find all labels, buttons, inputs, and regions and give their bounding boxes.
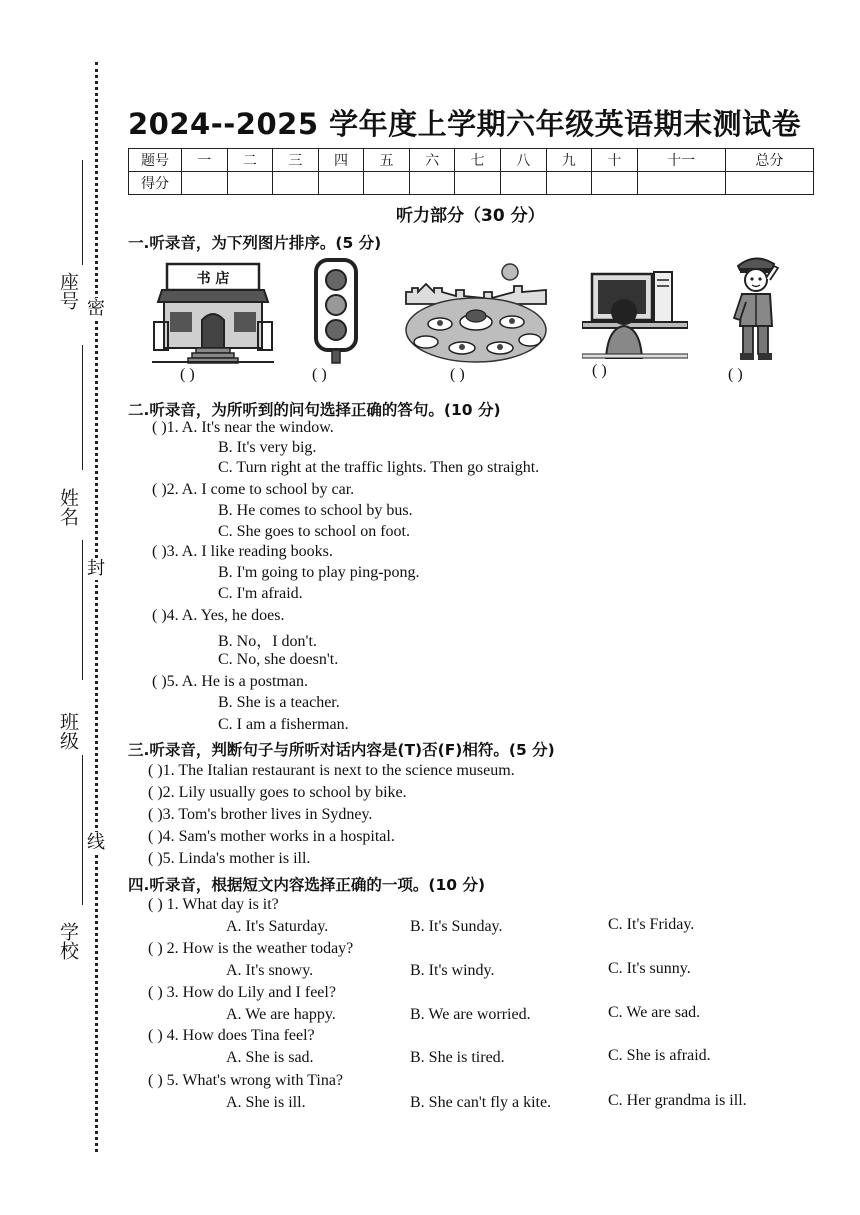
class-field[interactable]: [82, 755, 83, 905]
part2-q5-option-c: C. I am a fisherman.: [218, 716, 349, 733]
score-cell[interactable]: [637, 172, 725, 195]
score-cell[interactable]: [227, 172, 273, 195]
part2-q1-option-b: B. It's very big.: [218, 439, 317, 456]
part2-q3-option-c: C. I'm afraid.: [218, 585, 303, 602]
part4-q1-option-b: B. It's Sunday.: [410, 918, 503, 935]
part4-q1: ( ) 1. What day is it?: [148, 896, 279, 913]
name-label: 姓名: [57, 488, 79, 526]
answer-blank-4[interactable]: ( ): [592, 362, 607, 379]
part4-q5-option-a: A. She is ill.: [226, 1094, 306, 1111]
score-table-score-row: [129, 172, 814, 195]
listening-section-title: 听力部分（30 分）: [396, 206, 545, 226]
part2-q2-option-c: C. She goes to school on foot.: [218, 523, 410, 540]
great-wall-feast-icon: [404, 262, 548, 364]
exam-title: 2024--2025 学年度上学期六年级英语期末测试卷: [128, 107, 802, 141]
part4-heading: 四.听录音，根据短文内容选择正确的一项。(10 分): [128, 876, 486, 894]
part3-heading: 三.听录音，判断句子与所听对话内容是(T)否(F)相符。(5 分): [128, 741, 555, 759]
part1-heading: 一.听录音，为下列图片排序。(5 分): [128, 234, 382, 252]
score-header-cell: 七: [455, 149, 501, 172]
score-cell[interactable]: [364, 172, 410, 195]
part2-q1-option-c: C. Turn right at the traffic lights. Then go straight.: [218, 459, 540, 476]
score-cell[interactable]: [409, 172, 455, 195]
answer-blank-5[interactable]: ( ): [728, 366, 743, 383]
part2-heading: 二.听录音，为所听到的问句选择正确的答句。(10 分): [128, 401, 501, 419]
part3-item-2: ( )2. Lily usually goes to school by bike.: [148, 784, 407, 801]
part3-item-1: ( )1. The Italian restaurant is next to the science museum.: [148, 762, 515, 779]
answer-blank-3[interactable]: ( ): [450, 366, 465, 383]
score-cell[interactable]: [273, 172, 319, 195]
part4-q2: ( ) 2. How is the weather today?: [148, 940, 354, 957]
part4-q2-option-a: A. It's snowy.: [226, 962, 314, 979]
score-header-cell: 四: [318, 149, 364, 172]
part4-q4-option-a: A. She is sad.: [226, 1049, 314, 1066]
seal-feng: 封: [87, 558, 105, 579]
part2-q2: ( )2. A. I come to school by car.: [152, 481, 355, 498]
score-header-cell: 六: [409, 149, 455, 172]
school-label: 学校: [57, 922, 79, 960]
part2-q4: ( )4. A. Yes, he does.: [152, 607, 285, 624]
score-header-cell: 十: [592, 149, 638, 172]
name-field-line-upper: [82, 345, 83, 470]
traffic-lights-icon: [312, 258, 360, 364]
part4-q4-option-c: C. She is afraid.: [608, 1047, 711, 1064]
part4-q5-option-b: B. She can't fly a kite.: [410, 1094, 552, 1111]
score-header-cell: 题号: [129, 149, 182, 172]
part3-item-5: ( )5. Linda's mother is ill.: [148, 850, 311, 867]
seal-xian: 线: [87, 832, 105, 853]
part4-q2-option-c: C. It's sunny.: [608, 960, 691, 977]
part2-q5-option-b: B. She is a teacher.: [218, 694, 340, 711]
score-header-cell: 二: [227, 149, 273, 172]
part3-item-4: ( )4. Sam's mother works in a hospital.: [148, 828, 395, 845]
part3-item-3: ( )3. Tom's brother lives in Sydney.: [148, 806, 373, 823]
bookstore-icon: [152, 262, 274, 364]
part4-q1-option-a: A. It's Saturday.: [226, 918, 329, 935]
part4-q5-option-c: C. Her grandma is ill.: [608, 1092, 747, 1109]
part4-q4: ( ) 4. How does Tina feel?: [148, 1027, 315, 1044]
score-cell[interactable]: [592, 172, 638, 195]
class-label: 班级: [57, 712, 79, 750]
part2-q5: ( )5. A. He is a postman.: [152, 673, 308, 690]
part4-q1-option-c: C. It's Friday.: [608, 916, 695, 933]
score-cell[interactable]: [546, 172, 592, 195]
score-header-cell: 八: [500, 149, 546, 172]
binding-dotted-line: [95, 62, 98, 1152]
score-cell[interactable]: [725, 172, 813, 195]
name-field[interactable]: [82, 540, 83, 680]
score-table-header-row: [129, 149, 814, 172]
part2-q4-option-b: B. No，I don't.: [218, 633, 317, 650]
score-header-cell: 一: [182, 149, 228, 172]
answer-blank-2[interactable]: ( ): [312, 366, 327, 383]
score-cell[interactable]: [182, 172, 228, 195]
part2-q3-option-b: B. I'm going to play ping-pong.: [218, 564, 420, 581]
answer-blank-1[interactable]: ( ): [180, 366, 195, 383]
part2-q2-option-b: B. He comes to school by bus.: [218, 502, 413, 519]
part4-q2-option-b: B. It's windy.: [410, 962, 495, 979]
score-cell[interactable]: [455, 172, 501, 195]
score-header-cell: 五: [364, 149, 410, 172]
part4-q3: ( ) 3. How do Lily and I feel?: [148, 984, 336, 1001]
score-cell[interactable]: [500, 172, 546, 195]
part2-q1: ( )1. A. It's near the window.: [152, 419, 334, 436]
part4-q4-option-b: B. She is tired.: [410, 1049, 505, 1066]
score-header-cell: 三: [273, 149, 319, 172]
part4-q3-option-b: B. We are worried.: [410, 1006, 531, 1023]
seat-label: 座号: [57, 272, 79, 310]
part4-q3-option-c: C. We are sad.: [608, 1004, 701, 1021]
bookstore-sign: 书 店: [196, 271, 230, 287]
part4-q5: ( ) 5. What's wrong with Tina?: [148, 1072, 344, 1089]
seat-field[interactable]: [82, 160, 83, 265]
score-header-cell: 总分: [725, 149, 813, 172]
score-header-cell: 九: [546, 149, 592, 172]
score-table: [128, 148, 814, 195]
score-row-label: 得分: [129, 172, 182, 195]
part2-q4-option-c: C. No, she doesn't.: [218, 651, 339, 668]
girl-at-computer-icon: [582, 270, 688, 360]
seal-mi: 密: [87, 298, 105, 319]
policeman-icon: [730, 250, 780, 362]
score-cell[interactable]: [318, 172, 364, 195]
part2-q3: ( )3. A. I like reading books.: [152, 543, 333, 560]
score-header-cell: 十一: [637, 149, 725, 172]
part4-q3-option-a: A. We are happy.: [226, 1006, 336, 1023]
